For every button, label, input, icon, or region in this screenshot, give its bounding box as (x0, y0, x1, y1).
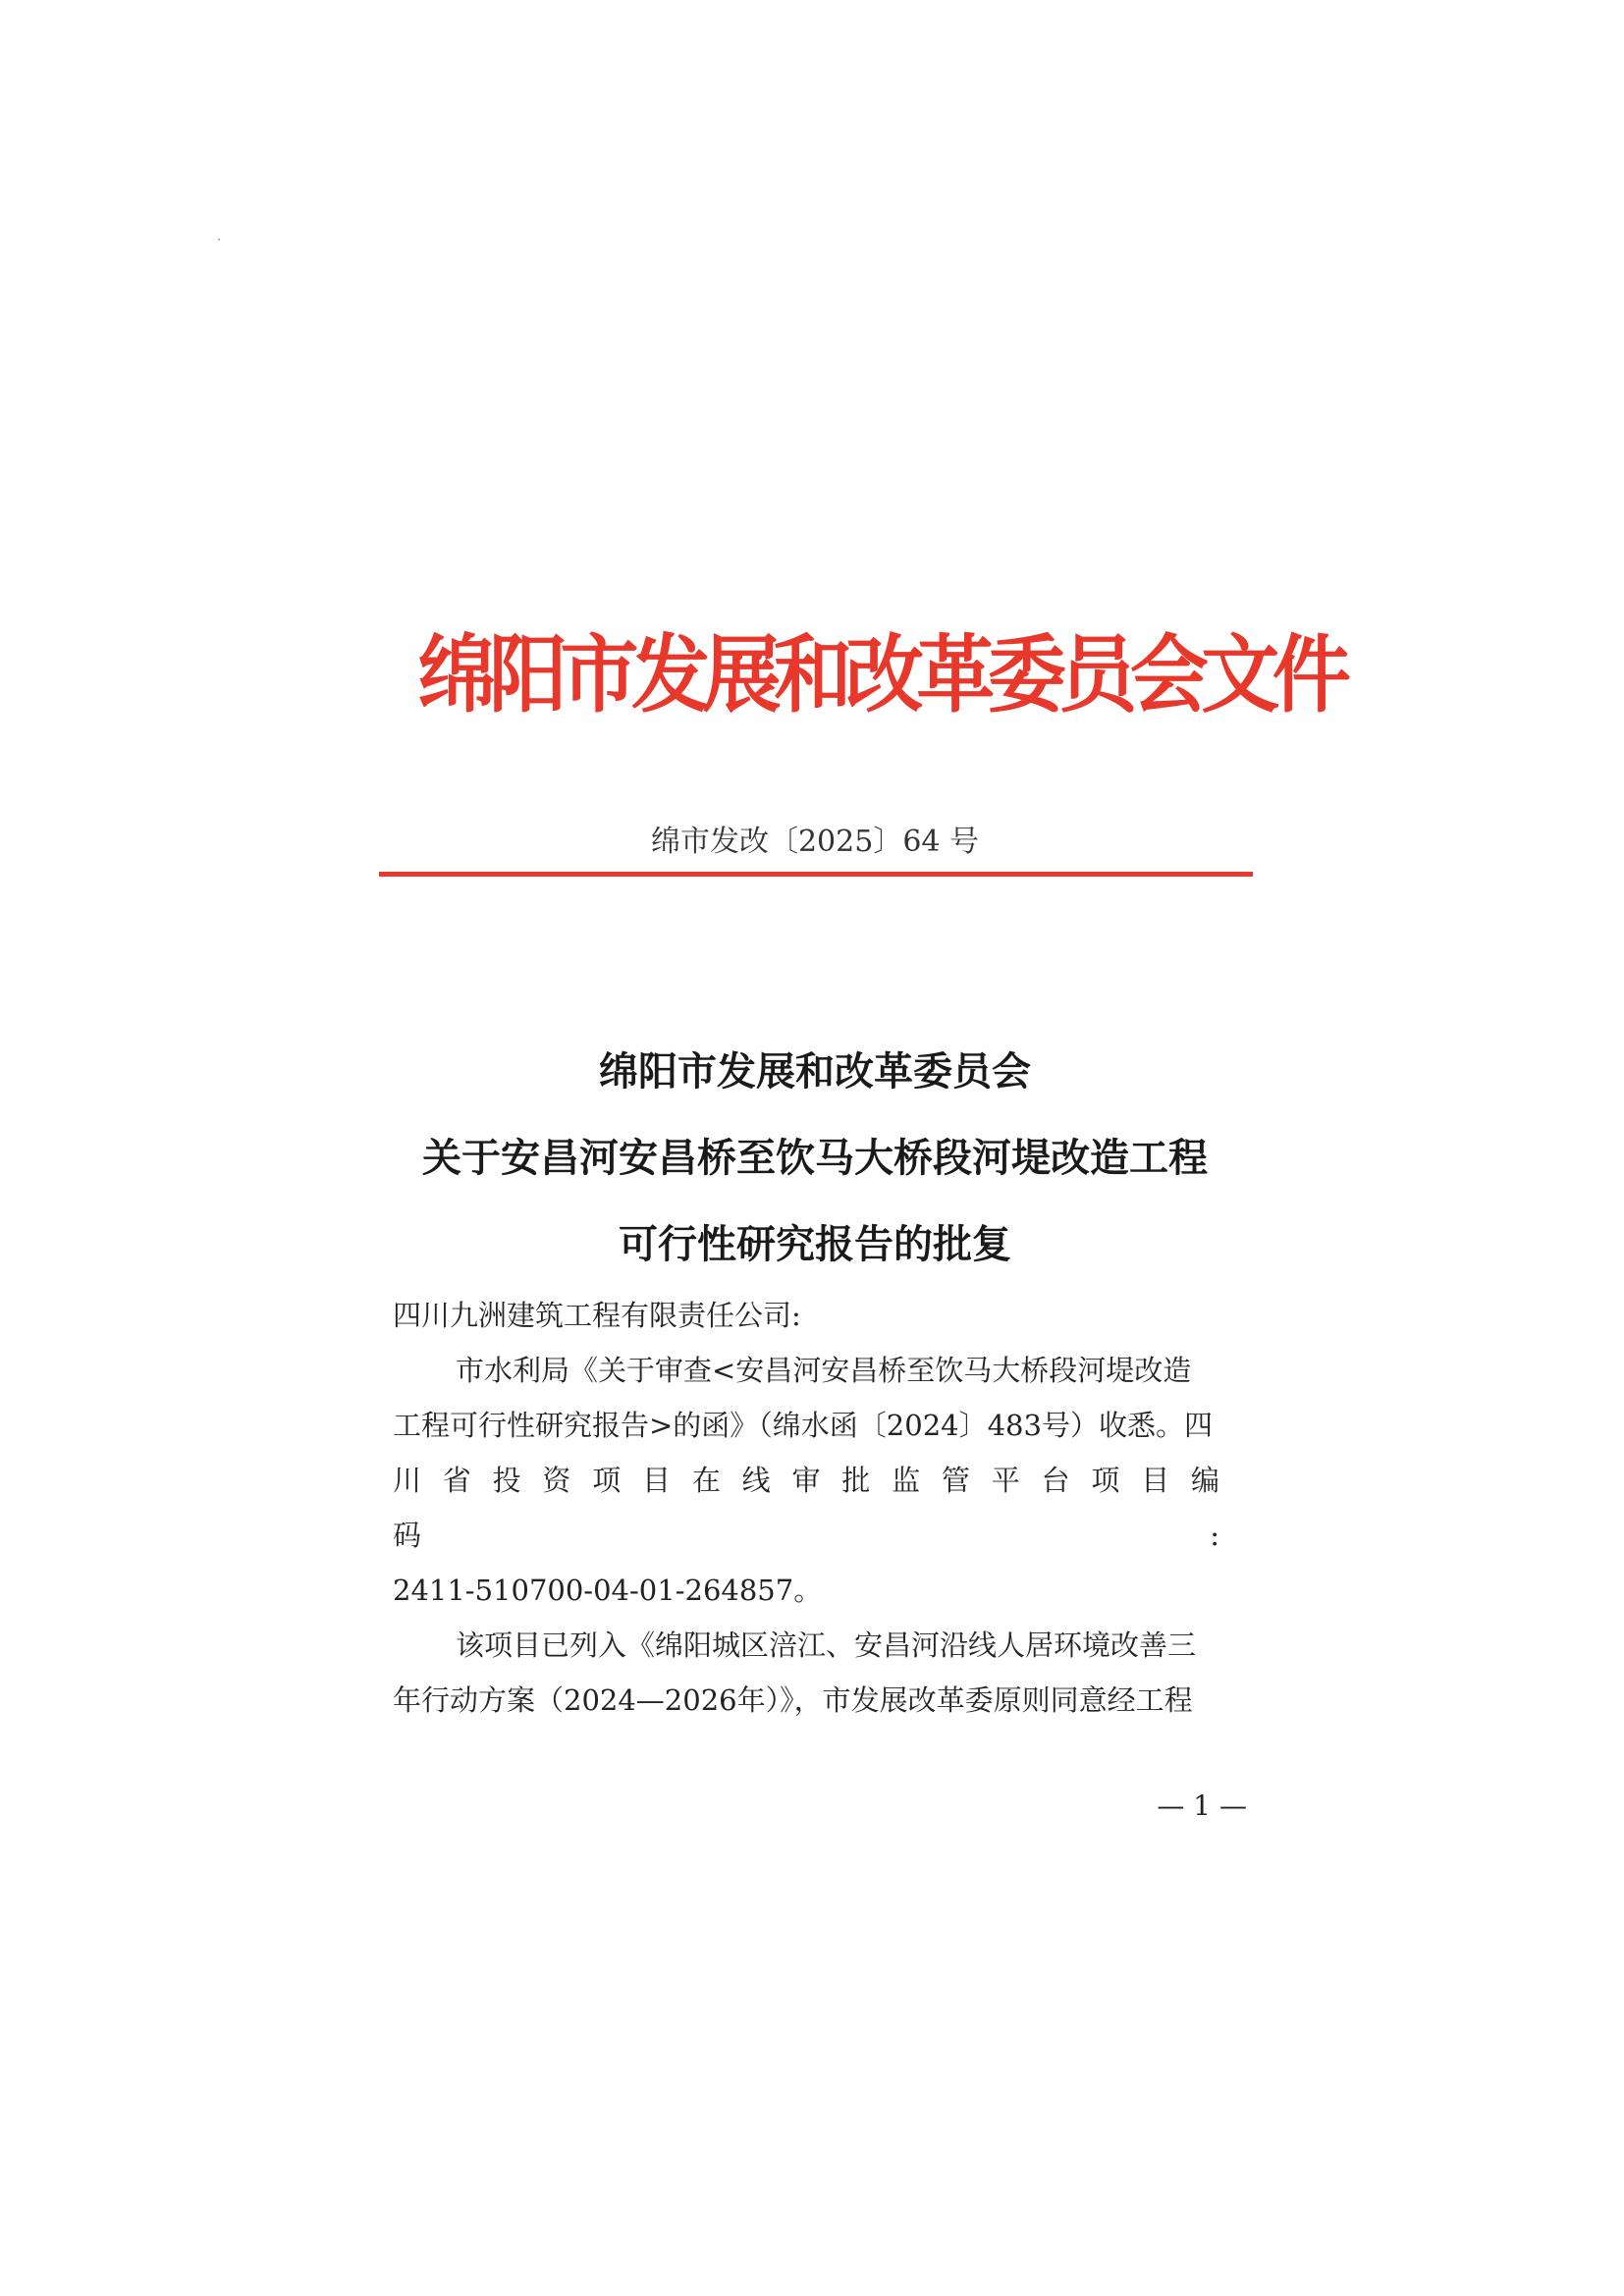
document-body (393, 1288, 1237, 1728)
paragraph-2-line: 该项目已列入《绵阳城区涪江、安昌河沿线人居环境改善三 (456, 1629, 1197, 1662)
paragraph-1-line: 工程可行性研究报告>的函》（绵水函〔2024〕483号）收悉。四 (393, 1409, 1213, 1442)
addressee: 四川九洲建筑工程有限责任公司: (393, 1299, 801, 1332)
paragraph-1-line: 市水利局《关于审查<安昌河安昌桥至饮马大桥段河堤改造 (456, 1354, 1192, 1387)
subject-line-1: 绵阳市发展和改革委员会 (599, 1048, 1031, 1095)
scan-speck (218, 239, 220, 240)
document-header-title: 绵阳市发展和改革委员会文件 (417, 625, 1344, 724)
paragraph-1-line: 川省投资项目在线审批监管平台项目编码: (393, 1464, 1237, 1552)
paragraph-1-line: 2411-510700-04-01-264857。 (393, 1574, 823, 1607)
document-number: 绵市发改〔2025〕64 号 (650, 825, 980, 859)
paragraph-2 (393, 1618, 1237, 1728)
page-number: — 1 — (1157, 1789, 1247, 1822)
paragraph-1 (393, 1343, 1237, 1618)
header-divider (379, 872, 1253, 877)
paragraph-2-line: 年行动方案（2024—2026年）》，市发展改革委原则同意经工程 (393, 1683, 1193, 1717)
subject-line-2: 关于安昌河安昌桥至饮马大桥段河堤改造工程 (422, 1135, 1208, 1181)
subject-line-3: 可行性研究报告的批复 (619, 1221, 1011, 1267)
document-subject (373, 1029, 1257, 1288)
